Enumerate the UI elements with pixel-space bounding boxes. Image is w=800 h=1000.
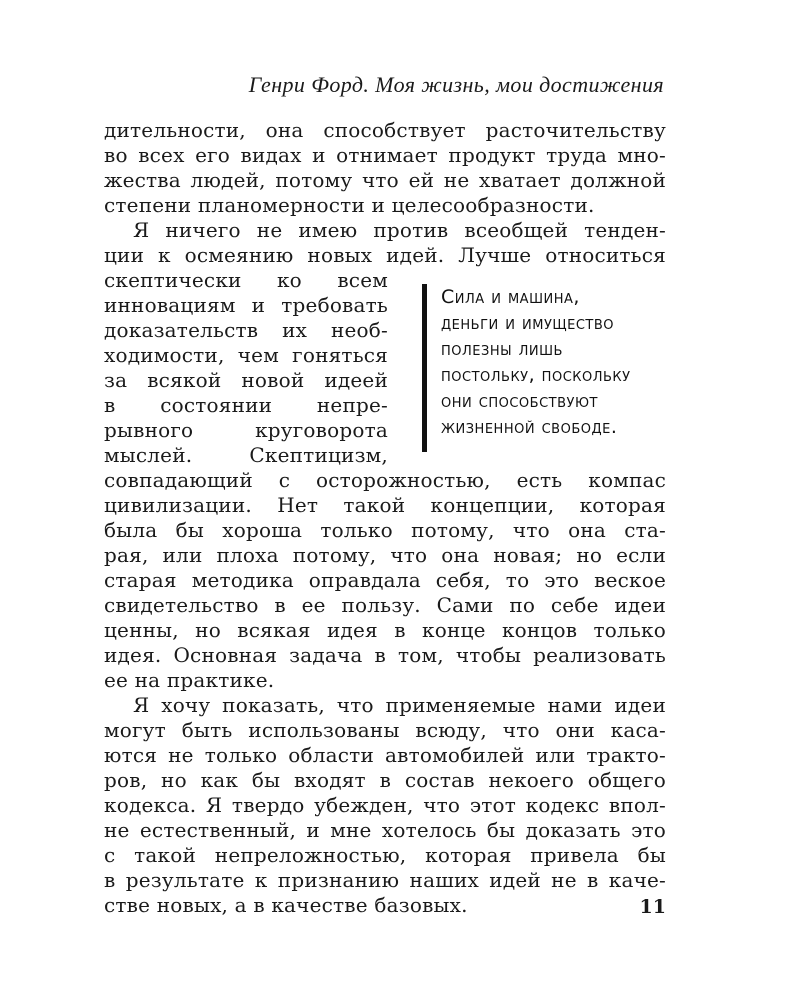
text-line: ров, но как бы входят в состав некоего общего bbox=[104, 768, 666, 792]
text-line: рая, или плоха потому, что она новая; но если bbox=[104, 543, 666, 567]
text-line: совпадающий с осторожностью, есть компас bbox=[104, 468, 666, 492]
text-line: ции к осмеянию новых идей. Лучше относиться bbox=[104, 243, 666, 267]
text-line: ются не только области автомобилей или тракто- bbox=[104, 743, 666, 767]
running-title: Генри Форд. Моя жизнь, мои достижения bbox=[248, 72, 664, 97]
text-line: жества людей, потому что ей не хватает должной bbox=[104, 168, 666, 192]
text-line: с такой непреложностью, которая привела бы bbox=[104, 843, 666, 867]
text-line: ходимости, чем гоняться bbox=[104, 343, 388, 367]
pull-quote bbox=[422, 284, 692, 452]
text-line: дительности, она способствует расточительству bbox=[104, 118, 666, 142]
pull-quote-line: деньги и имущество bbox=[441, 312, 614, 334]
text-line: мыслей. Скептицизм, bbox=[104, 443, 388, 467]
pull-quote-line: Сила и машина, bbox=[441, 286, 580, 308]
text-line: могут быть использованы всюду, что они каса- bbox=[104, 718, 666, 742]
text-line: ценны, но всякая идея в конце концов только bbox=[104, 618, 666, 642]
text-line: за всякой новой идеей bbox=[104, 368, 388, 392]
text-line: кодекса. Я твердо убежден, что этот кодекс впол- bbox=[104, 793, 666, 817]
text-line: свидетельство в ее пользу. Сами по себе идеи bbox=[104, 593, 666, 617]
text-line: цивилизации. Нет такой концепции, которая bbox=[104, 493, 666, 517]
pull-quote-line: постольку, поскольку bbox=[441, 364, 631, 386]
text-line: скептически ко всем bbox=[104, 268, 388, 292]
pull-quote-line: они способствуют bbox=[441, 390, 598, 412]
text-line: идея. Основная задача в том, чтобы реализовать bbox=[104, 643, 666, 667]
pull-quote-line: полезны лишь bbox=[441, 338, 563, 360]
text-line: рывного круговорота bbox=[104, 418, 388, 442]
text-line: доказательств их необ- bbox=[104, 318, 388, 342]
paragraph-start-line: Я ничего не имею против всеобщей тенден- bbox=[133, 218, 666, 242]
text-line: в результате к признанию наших идей не в каче- bbox=[104, 868, 666, 892]
text-line: стве новых, а в качестве базовых. bbox=[104, 893, 468, 917]
paragraph-start-line: Я хочу показать, что применяемые нами идеи bbox=[133, 693, 666, 717]
text-line: степени планомерности и целесообразности. bbox=[104, 193, 595, 217]
page-number: 11 bbox=[639, 896, 666, 918]
text-line: инновациям и требовать bbox=[104, 293, 388, 317]
pull-quote-line: жизненной свободе. bbox=[441, 416, 618, 438]
text-line: не естественный, и мне хотелось бы доказать это bbox=[104, 818, 666, 842]
text-line: во всех его видах и отнимает продукт труда мно- bbox=[104, 143, 666, 167]
text-line: ее на практике. bbox=[104, 668, 275, 692]
text-line: старая методика оправдала себя, то это веское bbox=[104, 568, 666, 592]
text-line: в состоянии непре- bbox=[104, 393, 388, 417]
text-line: была бы хороша только потому, что она ста- bbox=[104, 518, 666, 542]
